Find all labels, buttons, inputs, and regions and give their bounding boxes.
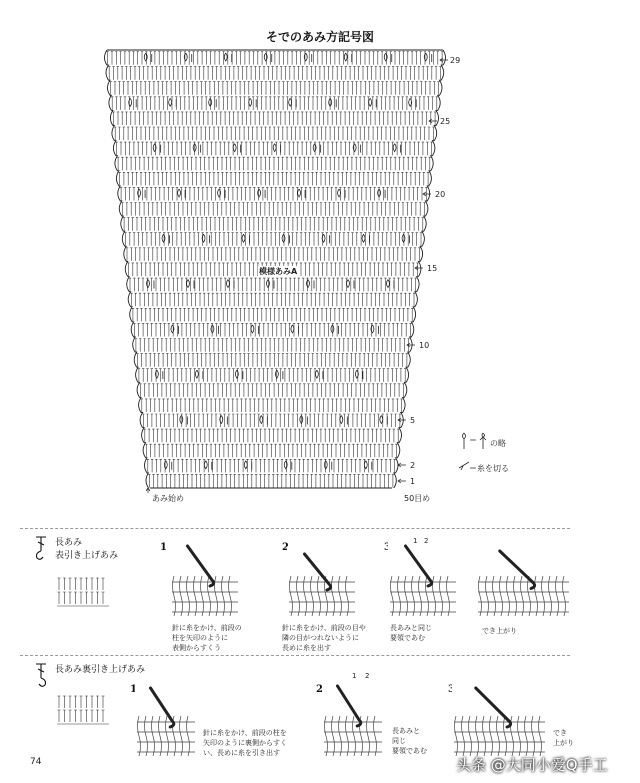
section1-finished-caption: でき上がり [482, 627, 517, 635]
motif-mark [304, 53, 312, 62]
section1-step1-illustration [170, 540, 240, 620]
row-label-29: 29 [450, 56, 461, 65]
stitch-row [108, 67, 442, 80]
section1-step2-caption: 針に糸をかけ、前段の目や 隣の目がつれないように 長めに糸を出す [282, 624, 366, 652]
stitch-row [107, 52, 444, 65]
row-label-20: 20 [435, 190, 446, 199]
motif-mark [218, 189, 226, 198]
section2-step2-illustration [322, 680, 384, 760]
stitch-row [148, 474, 394, 487]
motif-mark [424, 53, 432, 62]
motif-mark [364, 461, 372, 470]
yarn-strands [454, 716, 545, 756]
section1-step2-illustration [287, 548, 357, 620]
back-post-dc-symbol-icon [32, 660, 52, 690]
motif-mark [340, 415, 348, 424]
motif-mark [184, 53, 192, 62]
section1-step1-caption: 針に糸をかけ、前段の 柱を矢印のように 表側からすくう [172, 624, 242, 652]
motif-mark [369, 98, 377, 107]
stitch-row [132, 308, 414, 321]
stitch-row [120, 187, 428, 200]
motif-mark [146, 280, 154, 289]
section2-step2-num: 2 [316, 684, 323, 695]
mini-stitch-row [57, 696, 109, 724]
section1-arrow-num-2: 2 [424, 537, 429, 545]
stitch-row [144, 429, 400, 442]
stitch-row [138, 369, 407, 382]
motif-mark [300, 415, 308, 424]
motif-mark [273, 144, 281, 153]
motif-mark [371, 325, 379, 334]
motif-mark [355, 370, 363, 379]
row-arrow-icon [398, 479, 406, 483]
stitch-row [110, 82, 440, 95]
row-arrow-icon [398, 418, 406, 422]
section1-mini-chart [55, 572, 115, 612]
start-label: あみ始め [152, 494, 184, 503]
section2-title: 長あみ裏引き上げあみ [55, 665, 146, 675]
row-label-1: 1 [410, 477, 416, 486]
motif-mark [346, 280, 354, 289]
stitch-row [139, 384, 404, 397]
row-arrow-icon [429, 119, 437, 123]
row-arrow-icon [440, 58, 448, 62]
stitch-row [135, 339, 410, 352]
stitch-row [114, 127, 435, 140]
stitch-row [121, 203, 425, 216]
row-label-2: 2 [410, 461, 416, 470]
stitch-row [126, 248, 421, 261]
page-number: 74 [30, 757, 42, 767]
yarn-strands [137, 716, 195, 756]
motif-mark [129, 98, 137, 107]
motif-mark [233, 144, 241, 153]
yarn-strands [390, 576, 456, 616]
section1-title-line1: 長あみ [55, 538, 83, 548]
motif-mark [249, 98, 257, 107]
stitch-row [145, 444, 398, 457]
motif-mark [289, 98, 297, 107]
section2-step1-illustration [135, 682, 197, 760]
crochet-hook-icon [151, 688, 174, 727]
stitch-row [117, 157, 431, 170]
section2-step3-caption: でき 上がり [553, 729, 574, 747]
chart-title: そでのあみ方記号図 [265, 30, 374, 44]
stitch-row [111, 97, 438, 110]
section2-mini-chart [55, 690, 115, 730]
stitch-row [124, 233, 422, 246]
crochet-hook-icon [338, 686, 361, 726]
motif-mark [251, 325, 259, 334]
legend-equals: ＝ [469, 436, 477, 445]
motif-mark [204, 461, 212, 470]
section2-step3-illustration [452, 682, 547, 760]
motif-mark [242, 234, 250, 243]
section-divider-1 [20, 528, 570, 529]
pattern-a-label: 模様あみA [259, 267, 298, 276]
section-divider-2 [20, 655, 570, 656]
motif-mark [220, 415, 228, 424]
section1-step2-num: 2 [282, 542, 289, 553]
crochet-hook-icon [500, 551, 535, 589]
legend-abbrev-text: の略 [490, 439, 506, 448]
section1-step1-num: 1 [160, 542, 167, 553]
mini-stitch-row [57, 578, 109, 606]
section1-arrow-num-1: 1 [413, 537, 418, 545]
motif-mark [362, 234, 370, 243]
motif-mark [138, 189, 146, 198]
motif-mark [380, 415, 388, 424]
stitch-row [136, 354, 408, 367]
section1-finished-illustration [476, 545, 571, 620]
crochet-hook-icon [406, 546, 432, 586]
motif-mark [244, 461, 252, 470]
stitch-row [123, 218, 424, 231]
section2-arrow-num-1: 1 [352, 672, 357, 680]
section2-step1-caption: 針に糸をかけ、前段の柱を 矢印のように裏側からすく い、長めに糸を引き出す [203, 729, 287, 757]
motif-mark [322, 234, 330, 243]
row-label-25: 25 [440, 117, 451, 126]
motif-mark [169, 98, 177, 107]
motif-mark [338, 189, 346, 198]
section1-step3-illustration [388, 540, 458, 620]
stitch-row [113, 112, 437, 125]
stitch-row [147, 459, 396, 472]
row-label-10: 10 [419, 341, 430, 350]
stitch-row [130, 293, 415, 306]
start-arrow-icon [146, 488, 150, 493]
yarn-strands [289, 576, 355, 616]
row-arrow-icon [407, 343, 415, 347]
motif-mark [202, 234, 210, 243]
motif-mark [209, 98, 217, 107]
crochet-hook-icon [188, 546, 214, 586]
legend-cut-yarn-text: ＝糸を切る [469, 464, 509, 473]
section2-step3-num: 3 [448, 684, 455, 695]
stitch-row [118, 172, 429, 185]
motif-mark [386, 280, 394, 289]
stitch-row [141, 399, 403, 412]
motif-mark [164, 461, 172, 470]
motif-mark [260, 415, 268, 424]
row-label-5: 5 [410, 416, 416, 425]
motif-mark [226, 280, 234, 289]
row-arrow-icon [415, 266, 423, 270]
crochet-hook-icon [476, 688, 511, 727]
yarn-strands [478, 576, 569, 616]
motif-mark [155, 370, 163, 379]
motif-mark [186, 280, 194, 289]
row-label-15: 15 [427, 264, 438, 273]
section2-step2-caption: 長あみと 同じ 要領であむ [392, 727, 427, 755]
section2-step1-num: 1 [130, 684, 137, 695]
yarn-strands [324, 716, 382, 756]
row-arrow-icon [398, 463, 406, 467]
motif-mark [291, 325, 299, 334]
yarn-strands [172, 576, 238, 616]
section2-arrow-num-2: 2 [365, 672, 370, 680]
motif-mark [409, 98, 417, 107]
front-post-dc-symbol-icon [32, 533, 52, 563]
watermark-text: 头条 @大同小爱Q手工 [456, 756, 608, 774]
stitch-row [133, 323, 412, 336]
section1-step3-num: 3 [384, 542, 391, 553]
right-edge [394, 50, 446, 488]
motif-mark [353, 144, 361, 153]
section1-step3-caption: 長あみと同じ 要領であむ [390, 624, 432, 642]
stitch-row [129, 278, 417, 291]
section1-title-line2: 表引き上げあみ [55, 551, 119, 561]
stitch-count-label: 50目め [404, 494, 431, 503]
